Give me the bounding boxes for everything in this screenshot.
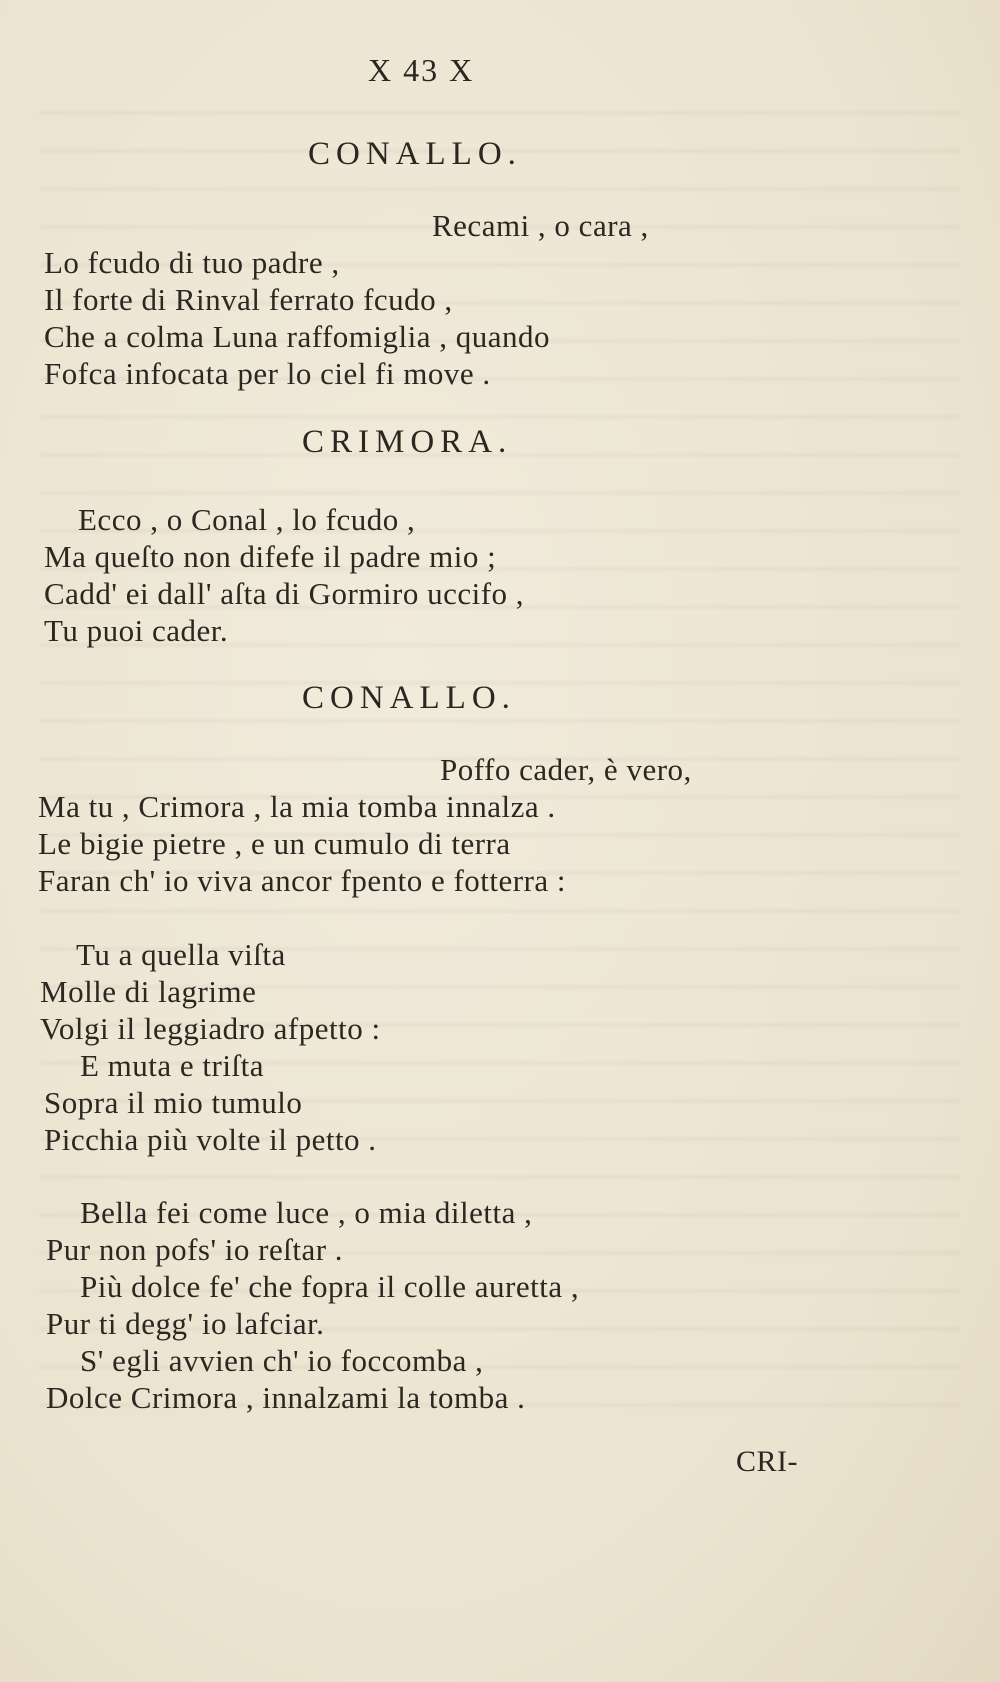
verse-line: Cadd' ei dall' aſta di Gormiro uccifo , [44, 576, 525, 611]
verse-line: Il forte di Rinval ferrato fcudo , [44, 282, 453, 317]
verse-line: Tu a quella viſta [76, 937, 286, 972]
catchword: CRI- [736, 1445, 798, 1478]
verse-line: Che a colma Luna raffomiglia , quando [44, 319, 551, 354]
speaker-heading-crimora: CRIMORA. [302, 424, 513, 460]
verse-line: Sopra il mio tumulo [44, 1085, 303, 1120]
verse-line: Dolce Crimora , innalzami la tomba . [46, 1380, 526, 1415]
verse-line: E muta e triſta [80, 1048, 264, 1083]
verse-line: Ecco , o Conal , lo fcudo , [78, 502, 416, 537]
verse-line: Faran ch' io viva ancor fpento e fotterra : [38, 863, 567, 898]
verse-line: Tu puoi cader. [44, 613, 229, 648]
verse-line: Volgi il leggiadro afpetto : [40, 1011, 381, 1046]
verse-line: Lo fcudo di tuo padre , [44, 245, 340, 280]
speaker-heading-conallo-1: CONALLO. [308, 136, 522, 172]
verse-line: Picchia più volte il petto . [44, 1122, 377, 1157]
verse-line: Fofca infocata per lo ciel fi move . [44, 356, 491, 391]
verse-line: Bella fei come luce , o mia diletta , [80, 1195, 533, 1230]
speaker-heading-conallo-2: CONALLO. [302, 680, 516, 716]
verse-line: Pur ti degg' io lafciar. [46, 1306, 325, 1341]
verse-line: Recami , o cara , [432, 208, 649, 243]
verse-line: Le bigie pietre , e un cumulo di terra [38, 826, 511, 861]
verse-line: Ma queſto non difefe il padre mio ; [44, 539, 497, 574]
verse-line: Poffo cader, è vero, [440, 752, 692, 787]
page-number: X 43 X [368, 52, 475, 88]
verse-line: Ma tu , Crimora , la mia tomba innalza . [38, 789, 556, 824]
verse-line: S' egli avvien ch' io foccomba , [80, 1343, 484, 1378]
verse-line: Molle di lagrime [40, 974, 257, 1009]
verse-line: Pur non pofs' io reſtar . [46, 1232, 344, 1267]
verse-line: Più dolce fe' che fopra il colle auretta , [80, 1269, 580, 1304]
